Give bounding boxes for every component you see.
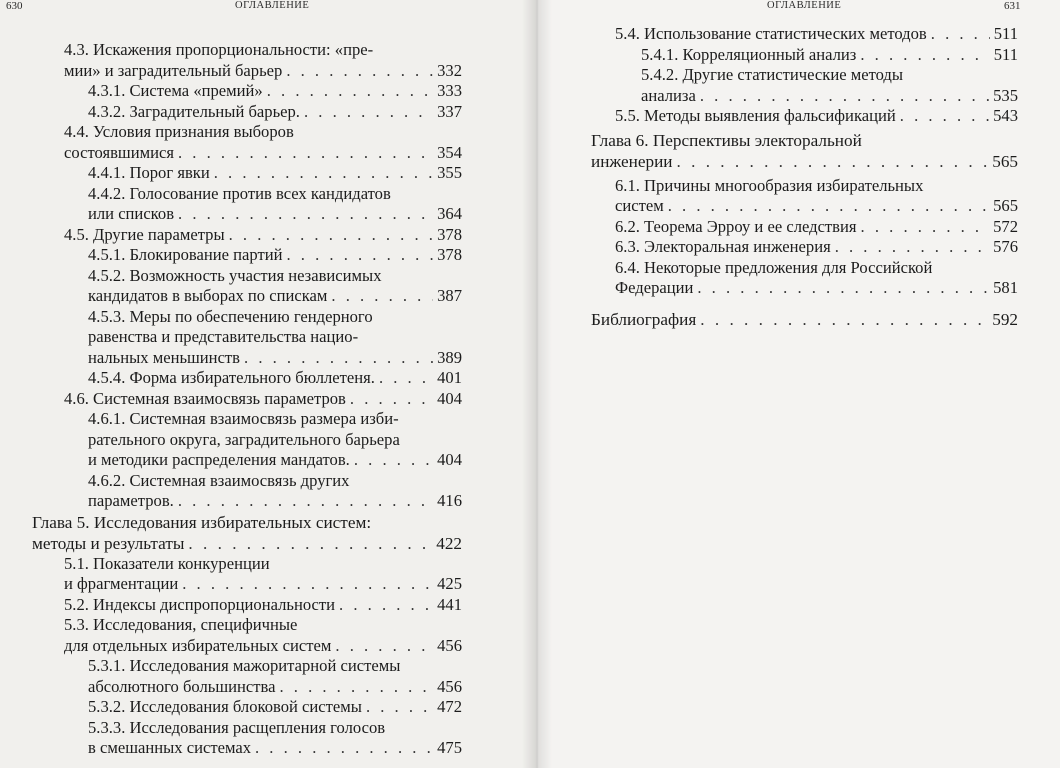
toc-entry [0,512,462,554]
dot-leader [286,61,433,82]
dot-leader [178,491,433,512]
toc-entry [0,266,462,307]
toc-entry-line [88,245,462,266]
toc-entry-line [64,389,462,410]
toc-entry-title: анализа [641,85,696,105]
toc-entry [0,409,462,471]
toc-entry-line [88,738,462,759]
toc-entry-title: методы и результаты [32,533,185,553]
dot-leader [255,738,433,759]
toc-entry-title-line: 4.4. Условия признания выборов [64,122,294,141]
dot-leader [304,102,433,123]
toc-entry [0,245,462,266]
toc-page-number: 543 [993,106,1018,125]
dot-leader [677,151,989,172]
dot-leader [267,81,433,102]
toc-entry-line [64,225,462,246]
toc-entry-title: параметров. [88,491,174,510]
toc-entry-title: 5.2. Индексы диспропорциональности [64,594,336,614]
toc-entry [0,471,462,512]
toc-entry [0,122,462,163]
toc-entry [0,595,462,616]
toc-entry [0,389,462,410]
toc-entry-title: и методики распределения мандатов. [88,450,350,469]
toc-page-number: 576 [993,237,1018,256]
dot-leader [900,106,989,127]
toc-entry-line [88,677,462,698]
dot-leader [178,204,433,225]
toc-entry [0,163,462,184]
toc-entry-line [615,106,1018,127]
toc-page-number: 387 [437,286,462,305]
toc-page-number: 456 [437,635,462,655]
toc-entry-line [88,491,462,512]
toc-entry-line [88,102,462,123]
dot-leader [229,225,434,246]
toc-entry-line [64,143,462,164]
toc-entry-title: абсолютного большинства [88,676,276,696]
toc-entry-line [88,163,462,184]
toc-entry [0,307,462,369]
toc-entry-title: 6.3. Электоральная инженерия [615,237,831,256]
toc-entry-title: мии» и заградительный барьер [64,60,283,80]
toc-entry [536,24,1018,45]
dot-leader [279,677,433,698]
toc-entry [0,225,462,246]
toc-page-number: 475 [437,738,462,757]
toc-entry-title: 5.4. Использование статистических методов [615,24,927,43]
toc-entry-line [64,595,462,616]
toc-entry-title-line: 5.3. Исследования, специфичные [64,615,298,634]
toc-page-number: 389 [437,347,462,367]
toc-entry [536,309,1018,330]
toc-entry-title-line: 4.3. Искажения пропорциональности: «пре- [64,40,374,59]
toc-page-number: 378 [437,245,462,264]
toc-entry-title-line: 4.6.1. Системная взаимосвязь размера изби- [88,409,399,428]
toc-entry [536,45,1018,66]
toc-entry-line [88,368,462,389]
dot-leader [244,348,433,369]
toc-page-number: 535 [993,85,1018,105]
toc-page-number: 511 [993,24,1018,43]
toc-page-number: 422 [436,533,462,553]
toc-page-number: 404 [437,388,462,408]
toc-entry [0,184,462,225]
toc-entry-title: 5.3.2. Исследования блоковой системы [88,697,362,716]
toc-entry [536,65,1018,106]
toc-entry-title-line: 4.4.2. Голосование против всех кандидатов [88,183,391,203]
toc-entry-title-line: 6.1. Причины многообразия избирательных [615,175,924,195]
toc-page-number: 364 [437,204,462,223]
toc-page-number: 333 [437,81,462,100]
toc-page-number: 511 [993,44,1018,64]
dot-leader [214,163,433,184]
toc-page-number: 472 [437,697,462,716]
toc-entry-title: 4.3.2. Заградительный барьер. [88,101,300,121]
toc-entry-line [88,286,462,307]
toc-entry-line [615,237,1018,258]
toc-entry [0,697,462,718]
toc-entry-line [64,636,462,657]
dot-leader [188,533,432,554]
toc-entry-line [88,450,462,471]
toc-list-left [0,40,462,759]
toc-page-number: 404 [437,450,462,469]
toc-entry-title: 4.5.1. Блокирование партий [88,245,283,264]
toc-entry-line [615,278,1018,299]
toc-entry-title: и фрагментации [64,574,179,593]
toc-page-number: 592 [992,309,1018,329]
running-head-right: ОГЛАВЛЕНИЕ [767,0,842,11]
toc-entry-title: 4.4.1. Порог явки [88,163,210,182]
toc-page-number: 332 [437,60,462,80]
toc-entry-line [615,217,1018,238]
toc-page-number: 378 [437,224,462,244]
toc-entry [0,554,462,595]
toc-entry-line [32,533,462,554]
toc-entry-title-line: 4.5.3. Меры по обеспечению гендерного [88,306,373,326]
toc-entry [0,102,462,123]
toc-page-number: 581 [993,278,1018,297]
toc-entry-title-line: 5.1. Показатели конкуренции [64,553,270,573]
dot-leader [700,309,988,330]
toc-page-number: 337 [437,101,462,121]
toc-entry-title-line: 6.4. Некоторые предложения для Российской [615,257,933,277]
toc-entry-line [615,24,1018,45]
toc-entry [0,40,462,81]
toc-entry-line [641,45,1018,66]
dot-leader [331,286,433,307]
toc-entry-title: или списков [88,204,175,223]
dot-leader [350,389,433,410]
toc-page-number: 441 [437,594,462,614]
page-number-right: 631 [1004,0,1021,12]
toc-entry-line [88,204,462,225]
toc-entry-line [88,81,462,102]
toc-entry-title: состоявшимися [64,142,174,162]
dot-leader [697,278,989,299]
right-page [536,0,1060,768]
toc-entry-title: в смешанных системах [88,738,251,757]
toc-entry-line [641,86,1018,107]
dot-leader [335,636,433,657]
toc-entry-title-line: 5.3.1. Исследования мажоритарной системы [88,656,401,675]
dot-leader [366,697,433,718]
toc-page-number: 456 [437,676,462,696]
toc-entry [0,718,462,759]
toc-entry-title-line: рательного округа, заградительного барьера [88,429,400,449]
toc-entry [536,258,1018,299]
toc-entry-title: Федерации [615,278,694,297]
toc-entry-title: 4.6. Системная взаимосвязь параметров [64,388,346,408]
toc-entry [536,237,1018,258]
toc-page-number: 425 [437,574,462,593]
dot-leader [379,368,433,389]
toc-page-number: 355 [437,163,462,182]
toc-entry-line [88,348,462,369]
toc-entry-title: инженерии [591,151,673,171]
dot-leader [861,217,990,238]
dot-leader [339,595,433,616]
toc-entry-title: Библиография [591,309,697,329]
toc-entry [0,81,462,102]
dot-leader [287,245,434,266]
toc-entry-title: 6.2. Теорема Эрроу и ее следствия [615,216,857,236]
dot-leader [354,450,433,471]
dot-leader [182,574,433,595]
toc-entry-title-line: 5.3.3. Исследования расщепления голосов [88,717,386,737]
toc-entry-title: 5.5. Методы выявления фальсификаций [615,106,896,125]
toc-entry-title: 4.3.1. Система «премий» [88,81,263,100]
toc-entry-line [615,196,1018,217]
toc-entry [536,130,1018,172]
toc-entry-title-line: равенства и представительства нацио- [88,327,359,346]
dot-leader [668,196,989,217]
toc-entry-title-line: 4.5.2. Возможность участия независимых [88,265,382,285]
toc-page-number: 416 [437,491,462,510]
toc-entry [0,368,462,389]
toc-entry-title: кандидатов в выборах по спискам [88,286,328,305]
toc-entry [0,656,462,697]
toc-entry-title-line: 5.4.2. Другие статистические методы [641,65,904,84]
toc-entry [536,106,1018,127]
dot-leader [700,86,989,107]
toc-entry-title-line: Глава 5. Исследования избирательных систем: [32,512,372,532]
toc-page-number: 565 [992,151,1018,171]
dot-leader [931,24,990,45]
toc-entry-line [64,574,462,595]
toc-entry-title: 4.5. Другие параметры [64,224,225,244]
toc-page-number: 354 [437,142,462,162]
toc-entry [536,217,1018,238]
toc-list-right [536,24,1018,330]
toc-page-number: 401 [437,368,462,387]
toc-entry-line [88,697,462,718]
page-number-left: 630 [6,0,23,12]
toc-page-number: 565 [993,196,1018,215]
toc-entry-title: систем [615,196,664,215]
dot-leader [860,45,989,66]
running-head-left: ОГЛАВЛЕНИЕ [235,0,310,11]
toc-entry [536,176,1018,217]
toc-entry-title-line: Глава 6. Перспективы электоральной [591,130,862,150]
dot-leader [178,143,433,164]
toc-entry-line [64,61,462,82]
toc-entry-title: для отдельных избирательных систем [64,635,332,655]
dot-leader [835,237,989,258]
toc-entry-title: 5.4.1. Корреляционный анализ [641,44,857,64]
toc-page-number: 572 [993,216,1018,236]
toc-entry-title: 4.5.4. Форма избирательного бюллетеня. [88,368,375,387]
toc-entry [0,615,462,656]
toc-entry-line [591,151,1018,172]
toc-entry-line [591,309,1018,330]
toc-entry-title-line: 4.6.2. Системная взаимосвязь других [88,470,350,490]
toc-entry-title: нальных меньшинств [88,347,241,367]
